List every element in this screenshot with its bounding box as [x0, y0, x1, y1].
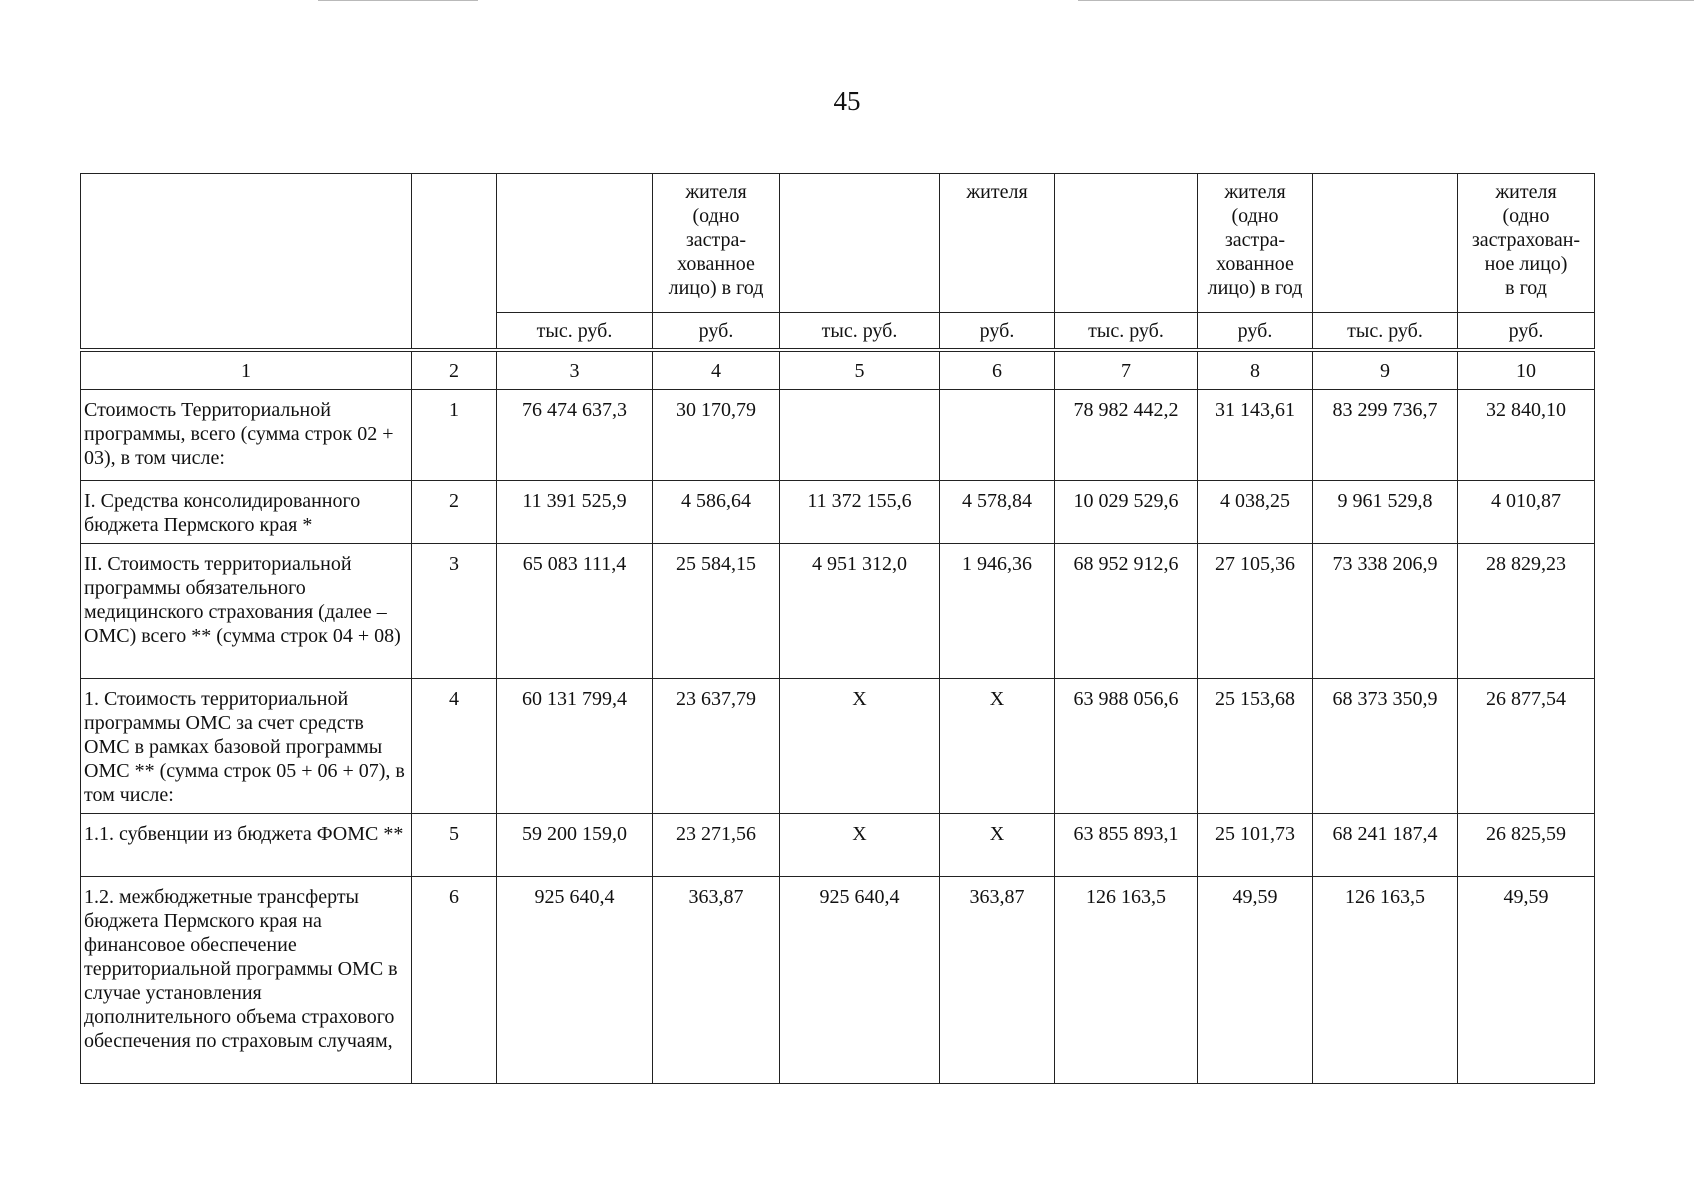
cell-value: X [940, 814, 1055, 877]
cell-value: 4 010,87 [1458, 481, 1595, 544]
header-per-capita-6: жителя [940, 174, 1055, 313]
header-cell-blank [780, 174, 940, 313]
cell-value: 30 170,79 [653, 390, 780, 481]
cell-value: 25 584,15 [653, 544, 780, 679]
cell-value: 63 855 893,1 [1055, 814, 1198, 877]
cell-value: 78 982 442,2 [1055, 390, 1198, 481]
header-cell-blank [412, 174, 497, 351]
cell-value: 4 586,64 [653, 481, 780, 544]
cell-value: 68 373 350,9 [1313, 679, 1458, 814]
page-number: 45 [833, 86, 861, 116]
row-code: 6 [412, 877, 497, 1084]
cell-value: 23 271,56 [653, 814, 780, 877]
cell-value: 68 952 912,6 [1055, 544, 1198, 679]
row-label: 1. Стоимость территориальной программы ОМС за счет средств ОМС в рамках базовой программы ОМС ** (сумма строк 05 + 06 + 07), в том числе: [81, 679, 412, 814]
table-row [81, 814, 1595, 877]
header-cell-blank [1055, 174, 1198, 313]
row-code: 2 [412, 481, 497, 544]
row-label: Стоимость Территориальной программы, всего (сумма строк 02 + 03), в том числе: [81, 390, 412, 481]
column-numbers-row [81, 350, 1595, 390]
cell-value: 925 640,4 [497, 877, 653, 1084]
cell-value: 49,59 [1458, 877, 1595, 1084]
cell-value: 65 083 111,4 [497, 544, 653, 679]
column-number: 5 [780, 350, 940, 390]
unit-cell: руб. [1458, 313, 1595, 351]
cell-value: 76 474 637,3 [497, 390, 653, 481]
column-number: 6 [940, 350, 1055, 390]
unit-cell: руб. [940, 313, 1055, 351]
row-code: 3 [412, 544, 497, 679]
table-row [81, 877, 1595, 1084]
cell-value: 68 241 187,4 [1313, 814, 1458, 877]
table-row [81, 390, 1595, 481]
cell-value: 25 153,68 [1198, 679, 1313, 814]
row-code: 4 [412, 679, 497, 814]
cell-value: 126 163,5 [1055, 877, 1198, 1084]
cell-value [940, 390, 1055, 481]
unit-cell: тыс. руб. [780, 313, 940, 351]
unit-cell: тыс. руб. [1055, 313, 1198, 351]
unit-cell: руб. [653, 313, 780, 351]
cell-value: 363,87 [940, 877, 1055, 1084]
column-number: 7 [1055, 350, 1198, 390]
row-label: 1.2. межбюджетные трансферты бюджета Пермского края на финансовое обеспечение территориальной программы ОМС в случае установления дополнительного объема страхового обеспечения по страховым случаям, [81, 877, 412, 1084]
cell-value: 63 988 056,6 [1055, 679, 1198, 814]
cell-value: 28 829,23 [1458, 544, 1595, 679]
table-row [81, 481, 1595, 544]
cell-value: 363,87 [653, 877, 780, 1084]
unit-cell: тыс. руб. [497, 313, 653, 351]
column-number: 2 [412, 350, 497, 390]
cell-value: 23 637,79 [653, 679, 780, 814]
cell-value: 73 338 206,9 [1313, 544, 1458, 679]
row-code: 5 [412, 814, 497, 877]
cell-value: 11 372 155,6 [780, 481, 940, 544]
cell-value: 26 825,59 [1458, 814, 1595, 877]
cell-value: 26 877,54 [1458, 679, 1595, 814]
row-label: I. Средства консолидированного бюджета Пермского края * [81, 481, 412, 544]
column-number: 1 [81, 350, 412, 390]
cell-value [780, 390, 940, 481]
cell-value: 60 131 799,4 [497, 679, 653, 814]
row-label: II. Стоимость территориальной программы обязательного медицинского страхования (далее – ОМС) всего ** (сумма строк 04 + 08) [81, 544, 412, 679]
cell-value: 49,59 [1198, 877, 1313, 1084]
row-code: 1 [412, 390, 497, 481]
cell-value: 59 200 159,0 [497, 814, 653, 877]
scan-edge-line-left [318, 0, 478, 1]
header-per-capita-10: жителя (одно застрахован- ное лицо) в год [1458, 174, 1595, 313]
cell-value: X [940, 679, 1055, 814]
unit-cell: руб. [1198, 313, 1313, 351]
cell-value: X [780, 814, 940, 877]
cell-value: 11 391 525,9 [497, 481, 653, 544]
unit-cell: тыс. руб. [1313, 313, 1458, 351]
header-cell-blank [497, 174, 653, 313]
cell-value: 4 578,84 [940, 481, 1055, 544]
header-per-capita-8: жителя (одно застра- хованное лицо) в год [1198, 174, 1313, 313]
cell-value: 126 163,5 [1313, 877, 1458, 1084]
cell-value: 4 038,25 [1198, 481, 1313, 544]
column-number: 3 [497, 350, 653, 390]
column-number: 8 [1198, 350, 1313, 390]
header-cell-blank [81, 174, 412, 351]
cell-value: 31 143,61 [1198, 390, 1313, 481]
cell-value: 25 101,73 [1198, 814, 1313, 877]
table-row [81, 679, 1595, 814]
cell-value: 1 946,36 [940, 544, 1055, 679]
scan-edge-line-right [1078, 0, 1694, 1]
budget-table [80, 173, 1595, 1084]
cell-value: 32 840,10 [1458, 390, 1595, 481]
cell-value: 4 951 312,0 [780, 544, 940, 679]
cell-value: 925 640,4 [780, 877, 940, 1084]
cell-value: 27 105,36 [1198, 544, 1313, 679]
header-cell-blank [1313, 174, 1458, 313]
column-number: 4 [653, 350, 780, 390]
table-row [81, 544, 1595, 679]
cell-value: 9 961 529,8 [1313, 481, 1458, 544]
header-row [81, 174, 1595, 313]
column-number: 9 [1313, 350, 1458, 390]
cell-value: X [780, 679, 940, 814]
cell-value: 10 029 529,6 [1055, 481, 1198, 544]
header-per-capita-4: жителя (одно застра- хованное лицо) в год [653, 174, 780, 313]
row-label: 1.1. субвенции из бюджета ФОМС ** [81, 814, 412, 877]
column-number: 10 [1458, 350, 1595, 390]
cell-value: 83 299 736,7 [1313, 390, 1458, 481]
